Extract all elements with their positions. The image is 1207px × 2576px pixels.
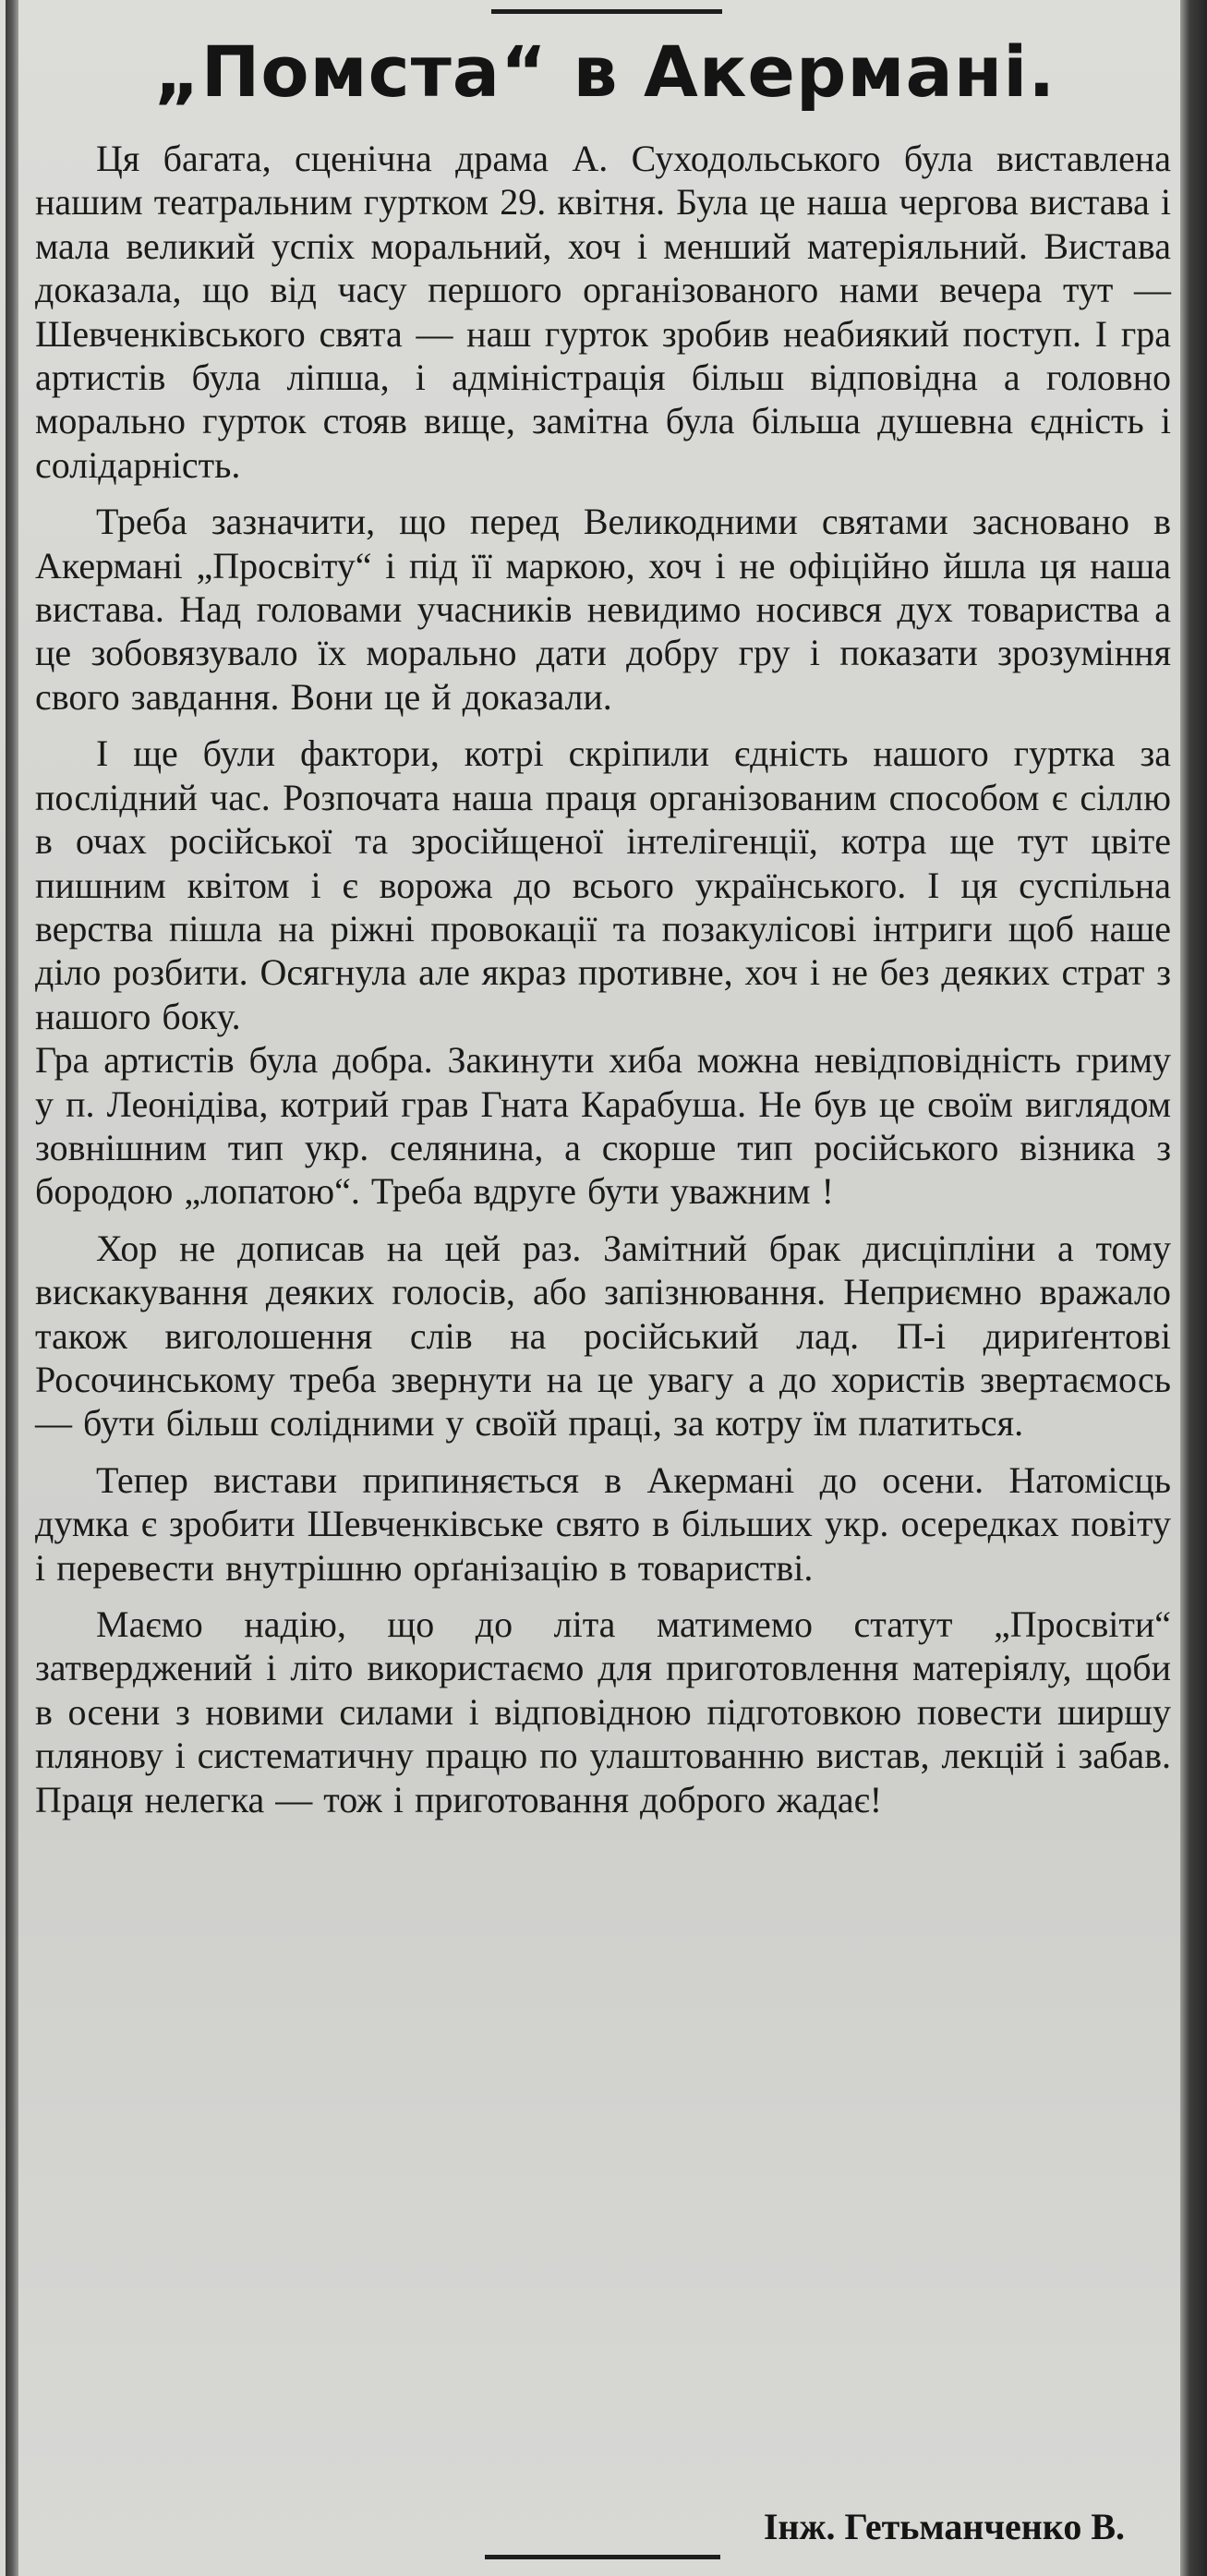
author-signature: Інж. Гетьманченко В. [763, 2506, 1125, 2547]
paragraph-actors: Гра артистів була добра. Закинути хиба можна невідповідність гриму у п. Леонідіва, котрий грав Гната Карабуша. Не був це своїм виглядом зовнішним тип укр. селянина, а скорше тип російського візника з бородою „лопатою“. Треба вдруге бути уважним ! [35, 1039, 1171, 1213]
page-right-edge [1180, 0, 1207, 2576]
paragraph-hope: Маємо надію, що до літа матимемо статут „Просвіти“ затверджений і літо використаємо для приготовлення матеріялу, щоби в осени з новими силами і відповідною підготовкою повести ширшу плянову і систематичну працю по улаштованню вистав, лекцій і забав. Праця нелегка — тож і приготовання доброго жадає! [35, 1603, 1171, 1820]
paragraph-factors: І ще були фактори, котрі скріпили єдність нашого гуртка за послідний час. Розпочата наша праця організованим способом є сіллю в очах російської та зросійщеної інтелігенції, котра ще тут цвіте пишним квітом і є ворожа до всього українського. І ця суспільна верства пішла на ріжні провокації та позакулісові інтриги щоб наше діло розбити. Осягнула але якраз противне, хоч і не без деяких страт з нашого боку. [35, 732, 1171, 1037]
top-divider-rule [491, 9, 722, 14]
paragraph-choir: Хор не дописав на цей раз. Замітний брак дисціпліни а тому вискакування деяких голосів, або запізнювання. Неприємно вражало також виголошення слів на російський лад. П-і дириґентові Росочинському треба звернути на це увагу а до хористів звертаємось — бути більш солідними у своїй праці, за котру їм платиться. [35, 1227, 1171, 1445]
page-left-edge [6, 0, 18, 2576]
paragraph-prosvita: Треба зазначити, що перед Великодними святами засновано в Акермані „Просвіту“ і під її маркою, хоч і не офіційно йшла ця наша вистава. Над головами учасників невидимо носився дух товариства а це зобовязувало їх морально дати добру гру і показати зрозуміння свого завдання. Вони це й доказали. [35, 501, 1171, 718]
paragraph-plans: Тепер вистави припиняється в Акермані до осени. Натомісць думка є зробити Шевченківське свято в більших укр. осередках повіту і перевести внутрішню орґанізацію в товаристві. [35, 1458, 1171, 1589]
article-title: „Помста“ в Акермані. [153, 30, 1056, 113]
bottom-divider-rule [485, 2555, 720, 2559]
article-body [35, 137, 1171, 1821]
paragraph-intro: Ця багата, сценічна драма А. Суходольського була виставлена нашим театральним гуртком 29. квітня. Була це наша чергова вистава і мала великий успіх моральний, хоч і менший матеріяльний. Вистава доказала, що від часу першого організованого нами вечера тут — Шевченківського свята — наш гурток зробив неабиякий поступ. І гра артистів була ліпша, і адміністрація більш відповідна а головно морально гурток стояв вище, замітна була більша душевна єдність і солідарність. [35, 138, 1171, 486]
